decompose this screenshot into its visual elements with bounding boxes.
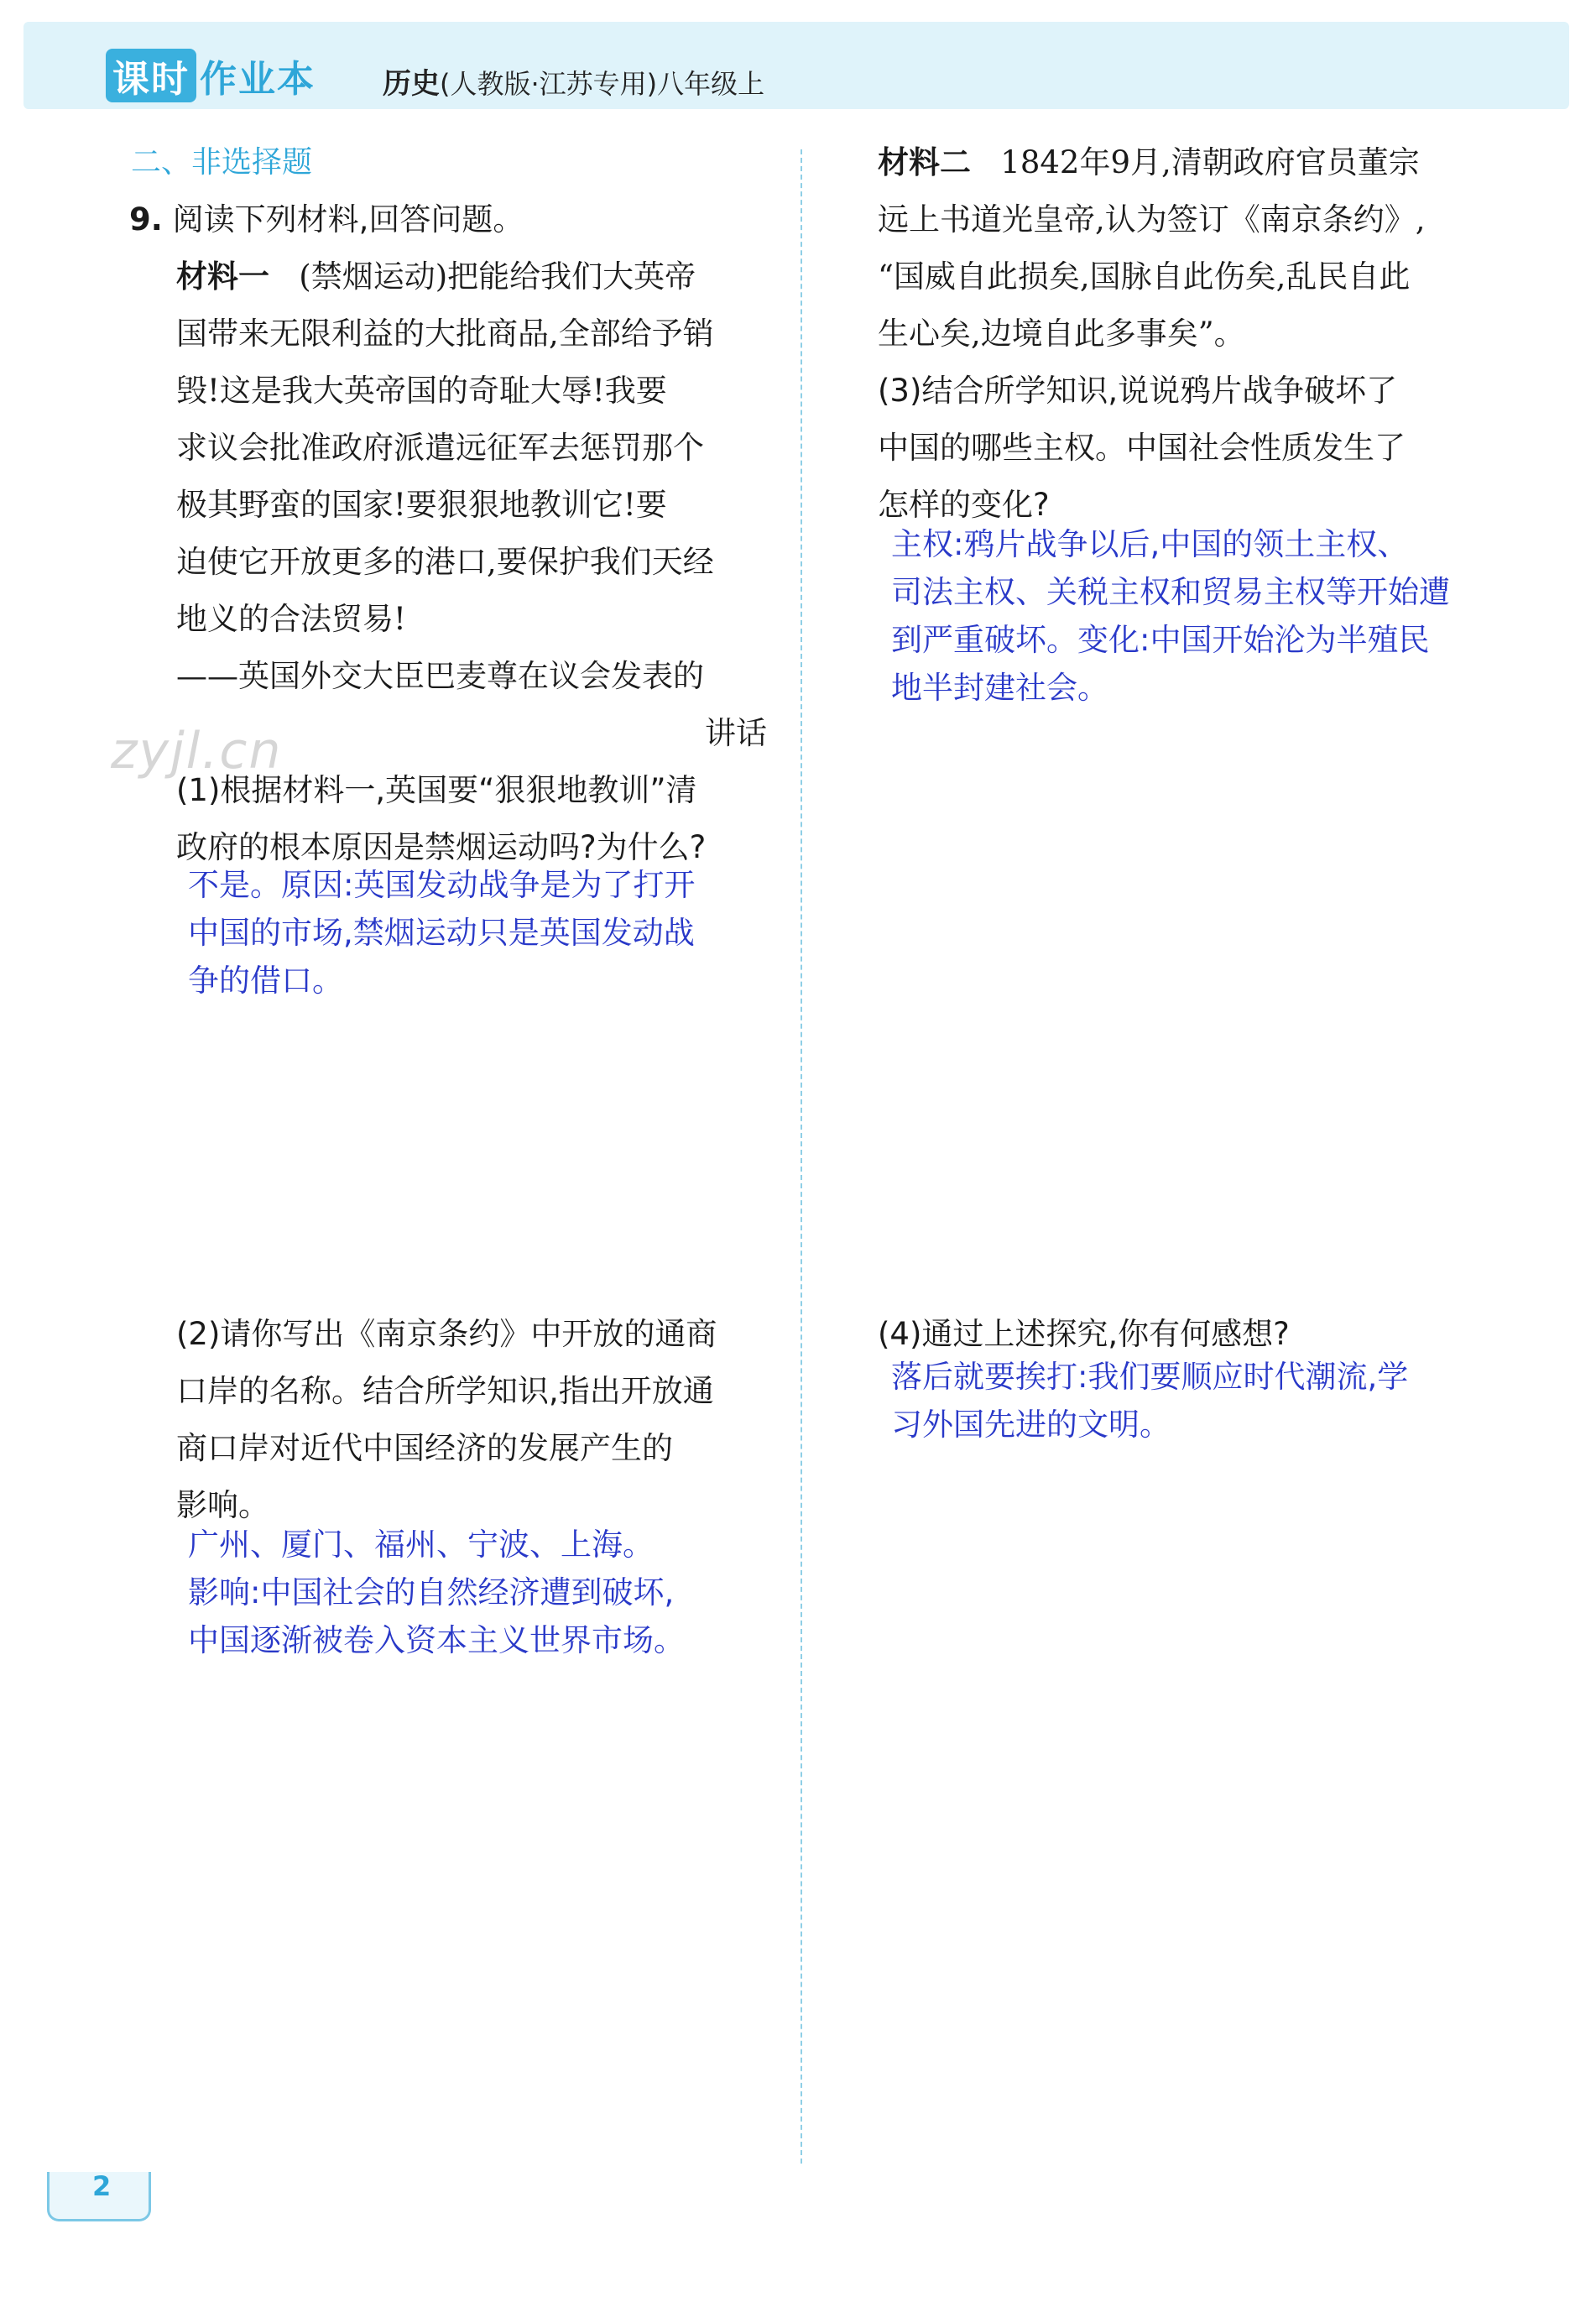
- question-9-prompt: 9. 阅读下列材料,回答问题。: [129, 201, 524, 238]
- subject-title: 历史(人教版·江苏专用)八年级上: [383, 67, 765, 101]
- section-title: 二、非选择题: [131, 145, 313, 180]
- question-3: (3)结合所学知识,说说鸦片战争破坏了 中国的哪些主权。中国社会性质发生了 怎样的变化?: [878, 373, 1406, 523]
- answer-2: 广州、厦门、福州、宁波、上海。 影响:中国社会的自然经济遭到破坏, 中国逐渐被卷入资本主义世界市场。: [188, 1527, 685, 1658]
- question-2: (2)请你写出《南京条约》中开放的通商 口岸的名称。结合所学知识,指出开放通 商口岸对近代中国经济的发展产生的 影响。: [176, 1316, 717, 1523]
- brand-logo: 课时 作业本: [106, 49, 316, 102]
- material-1: 材料一 (禁烟运动)把能给我们大英帝 国带来无限利益的大批商品,全部给予销 毁!这是我大英帝国的奇耻大辱!我要 求议会批准政府派遣远征军去惩罚那个 极其野蛮的国家!要狠狠地教训它!要 迫使它开放更多的港口,要保护我们天经 地义的合法贸易! ——英国外交大臣巴麦尊在议会发表的 讲话: [176, 258, 767, 751]
- answer-4: 落后就要挨打:我们要顺应时代潮流,学 习外国先进的文明。: [891, 1359, 1409, 1443]
- column-divider: [801, 149, 802, 2164]
- question-4: (4)通过上述探究,你有何感想?: [878, 1316, 1290, 1352]
- page-number: 2: [92, 2170, 112, 2202]
- question-1: (1)根据材料一,英国要“狠狠地教训”清 政府的根本原因是禁烟运动吗?为什么?: [176, 772, 707, 865]
- answer-1: 不是。原因:英国发动战争是为了打开 中国的市场,禁烟运动只是英国发动战 争的借口。: [188, 867, 696, 999]
- answer-3: 主权:鸦片战争以后,中国的领土主权、 司法主权、关税主权和贸易主权等开始遭 到严重破坏。变化:中国开始沦为半殖民 地半封建社会。: [891, 526, 1450, 706]
- watermark: zyjl.cn: [111, 722, 283, 780]
- material-2: 材料二 1842年9月,清朝政府官员董宗 远上书道光皇帝,认为签订《南京条约》, “国威自此损矣,国脉自此伤矣,乱民自此 生心矣,边境自此多事矣”。: [878, 144, 1426, 352]
